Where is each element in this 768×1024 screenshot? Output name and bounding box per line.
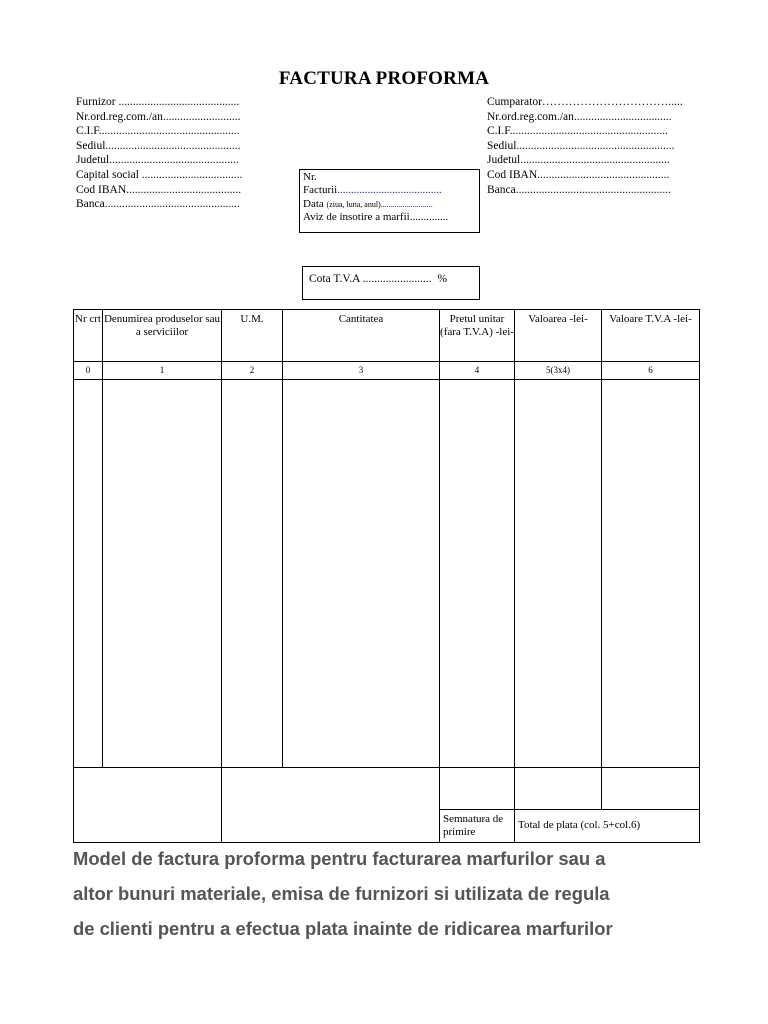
table-footer-row [74, 768, 700, 809]
empty-cell [515, 768, 602, 809]
header-quantity: Cantitatea [283, 310, 440, 362]
table-column-number-row [74, 362, 700, 379]
signature-cell: Semnatura de primire [440, 809, 515, 842]
vat-rate-box [302, 266, 480, 300]
supplier-iban-line: Cod IBAN........................................ [76, 183, 242, 196]
caption-line: Model de factura proforma pentru facturarea marfurilor sau a [73, 848, 606, 869]
caption-line: de clienti pentru a efectua plata inainte de ridicarea marfurilor [73, 918, 613, 939]
buyer-block [487, 95, 683, 197]
footer-empty-cell [222, 768, 440, 843]
supplier-bank-line: Banca............................................... [76, 198, 240, 211]
header-unit: U.M. [222, 310, 283, 362]
supplier-address-line: Sediul............................................... [76, 139, 241, 152]
vat-rate-unit: % [437, 273, 448, 285]
supplier-county-line: Judetul............................................. [76, 154, 239, 167]
empty-cell [515, 379, 602, 768]
facturii-label: Facturii [303, 184, 338, 197]
empty-cell [283, 379, 440, 768]
date-format-hint: (ziua, luna, anul) [326, 199, 381, 209]
column-number: 6 [602, 362, 700, 379]
supplier-capital-line: Capital social ................................... [76, 168, 243, 181]
buyer-address-line: Sediul....................................................... [487, 139, 675, 152]
buyer-name-line: Cumparator……………………………..... [487, 96, 683, 108]
header-product-name: Denumirea produselor sau a serviciilor [103, 310, 222, 362]
buyer-iban-line: Cod IBAN.............................................. [487, 168, 670, 181]
invoice-number-label: Nr. [303, 171, 317, 183]
column-number: 0 [74, 362, 103, 379]
buyer-cif-line: C.I.F....................................................... [487, 125, 668, 138]
invoice-info-box [299, 169, 480, 233]
header-value: Valoarea -lei- [515, 310, 602, 362]
empty-cell [222, 379, 283, 768]
description-caption [73, 841, 713, 946]
empty-cell [74, 379, 103, 768]
header-nr-crt: Nr crt [74, 310, 103, 362]
empty-cell [602, 379, 700, 768]
vat-rate-label: Cota T.V.A ........................ [309, 273, 432, 285]
invoice-aviz-line: Aviz de insotire a marfii.............. [303, 211, 449, 224]
column-number: 3 [283, 362, 440, 379]
empty-cell [440, 379, 515, 768]
total-cell: Total de plata (col. 5+col.6) [515, 809, 700, 842]
empty-cell [103, 379, 222, 768]
table-body-row [74, 379, 700, 768]
supplier-block [76, 95, 242, 212]
buyer-county-line: Judetul.................................................... [487, 154, 670, 167]
supplier-name-line: Furnizor .......................................... [76, 96, 240, 108]
document-title: FACTURA PROFORMA [278, 68, 490, 89]
caption-line: altor bunuri materiale, emisa de furnizori si utilizata de regula [73, 883, 610, 904]
invoice-date-line [303, 198, 476, 211]
column-number: 2 [222, 362, 283, 379]
facturii-dots: ...................................... [337, 184, 442, 197]
invoice-facturii-line [303, 184, 476, 197]
date-dots: .......................... [380, 199, 433, 209]
items-table [73, 309, 700, 843]
column-number: 5(3x4) [515, 362, 602, 379]
supplier-cif-line: C.I.F................................................. [76, 125, 240, 138]
footer-empty-cell [74, 768, 222, 843]
buyer-reg-line: Nr.ord.reg.com./an.................................. [487, 110, 672, 123]
empty-cell [440, 768, 515, 809]
header-vat-value: Valoare T.V.A -lei- [602, 310, 700, 362]
empty-cell [602, 768, 700, 809]
column-number: 1 [103, 362, 222, 379]
date-label: Data [303, 197, 327, 210]
supplier-reg-line: Nr.ord.reg.com./an........................... [76, 110, 241, 123]
table-header-row [74, 310, 700, 362]
column-number: 4 [440, 362, 515, 379]
buyer-bank-line: Banca...................................................... [487, 183, 671, 196]
header-unit-price: Pretul unitar (fara T.V.A) -lei- [440, 310, 515, 362]
